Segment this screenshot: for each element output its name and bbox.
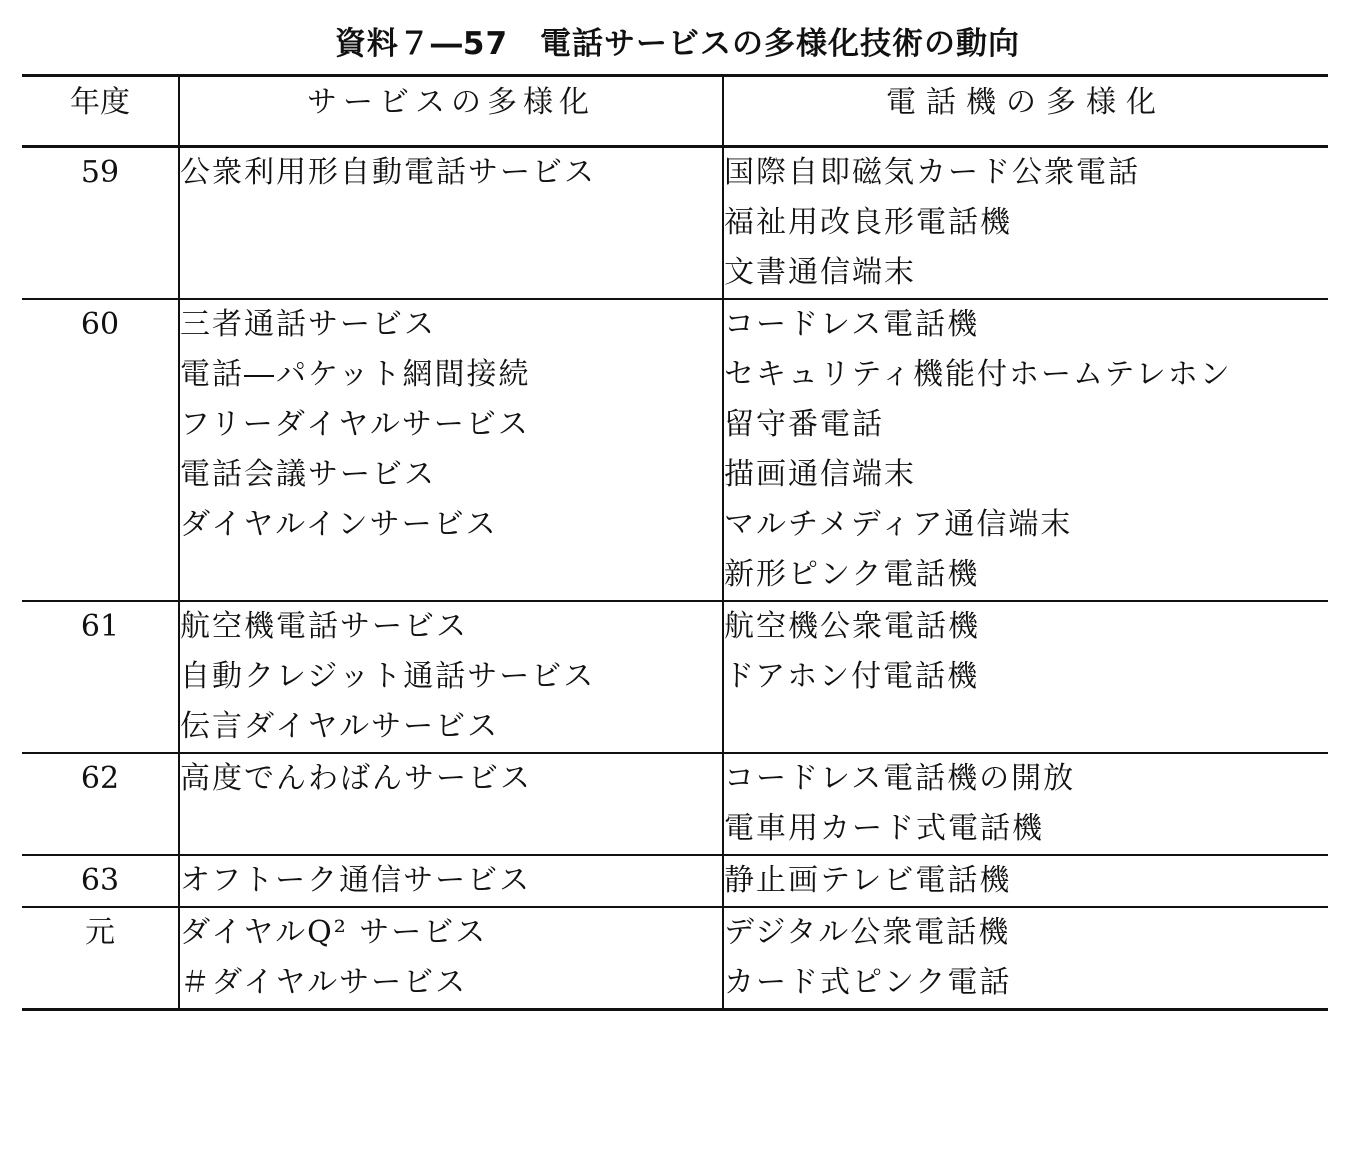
telephone-item: 文書通信端末 [724,255,916,290]
table-row [22,907,1328,1010]
table-row [22,299,1328,601]
telephones-cell [723,753,1328,855]
column-header-telephones: 電話機の多様化 [723,76,1328,147]
column-header-year: 年度 [22,76,179,147]
service-item: 航空機電話サービス [180,609,468,644]
service-item: ＃ダイヤルサービス [180,965,468,1000]
header-row [22,76,1328,147]
service-item: 公衆利用形自動電話サービス [180,155,596,190]
telephone-item: コードレス電話機の開放 [724,761,1076,796]
service-item: 三者通話サービス [180,307,436,342]
telephone-item: デジタル公衆電話機 [724,915,1011,950]
services-cell [179,753,723,855]
telephone-item: 描画通信端末 [724,457,916,492]
services-cell [179,601,723,753]
telephones-cell [723,907,1328,1010]
year-cell: 63 [22,855,179,907]
year-cell: 62 [22,753,179,855]
service-item: 高度でんわばんサービス [180,761,532,796]
page-title: 資料７―57 電話サービスの多様化技術の動向 [334,26,1021,62]
year-cell: 59 [22,147,179,300]
service-item: 伝言ダイヤルサービス [180,709,500,744]
service-item: 自動クレジット通話サービス [180,659,596,694]
service-item: 電話会議サービス [180,457,436,492]
service-item: ダイヤルQ² サービス [180,915,488,950]
services-cell [179,855,723,907]
column-header-services: サービスの多様化 [179,76,723,147]
services-cell [179,147,723,300]
telephone-item: コードレス電話機 [724,307,980,342]
telephone-item: マルチメディア通信端末 [724,507,1073,542]
services-cell [179,907,723,1010]
telephone-item: 電車用カード式電話機 [724,811,1044,846]
service-item: ダイヤルインサービス [180,507,498,542]
year-cell: 60 [22,299,179,601]
table-row [22,753,1328,855]
table-row [22,147,1328,300]
telephones-cell [723,601,1328,753]
table-body [22,147,1328,1010]
telephones-cell [723,299,1328,601]
year-cell: 61 [22,601,179,753]
table-row [22,855,1328,907]
telephone-item: 留守番電話 [724,407,884,442]
telephone-item: 静止画テレビ電話機 [724,863,1012,898]
telephone-item: 航空機公衆電話機 [724,609,980,644]
telephone-item: 福祉用改良形電話機 [724,205,1012,240]
telephone-item: セキュリティ機能付ホームテレホン [724,357,1232,392]
table-row [22,601,1328,753]
trends-table [22,74,1328,1011]
telephone-item: 新形ピンク電話機 [724,557,980,592]
telephones-cell [723,147,1328,300]
service-item: 電話―パケット網間接続 [180,357,531,392]
service-item: フリーダイヤルサービス [180,407,530,442]
telephone-item: 国際自即磁気カード公衆電話 [724,155,1140,190]
telephone-item: ドアホン付電話機 [724,659,980,694]
telephones-cell [723,855,1328,907]
service-item: オフトーク通信サービス [180,863,532,898]
year-cell: 元 [22,907,179,1010]
telephone-item: カード式ピンク電話 [724,965,1012,1000]
services-cell [179,299,723,601]
